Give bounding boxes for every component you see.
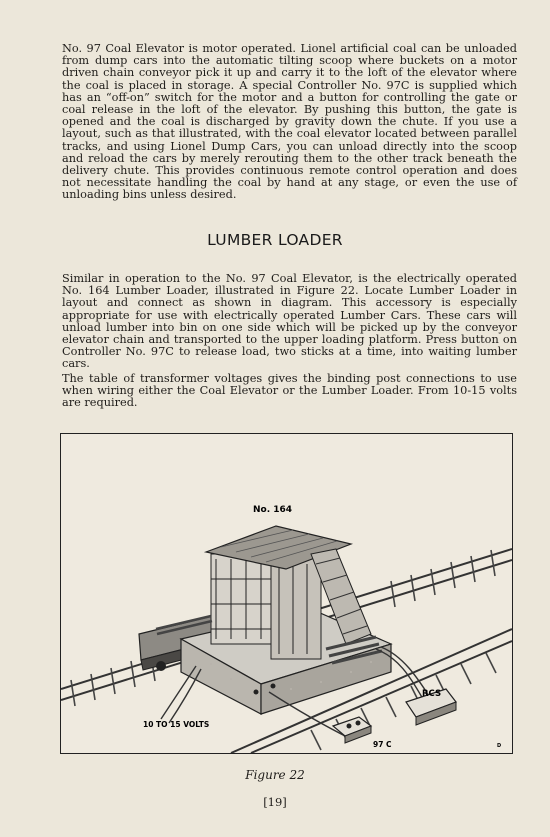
- model-label: No. 164: [253, 505, 293, 515]
- figure-caption: Figure 22: [245, 768, 305, 782]
- section-heading: LUMBER LOADER: [207, 231, 343, 249]
- controller-label: 97 C: [373, 740, 392, 749]
- corner-mark: D: [497, 743, 502, 749]
- voltage-label: 10 TO 15 VOLTS: [143, 720, 210, 729]
- lumber-loader-paragraph: Similar in operation to the No. 97 Coal Elevator, is the electrically operated No. 164 Lumber Loader, illustrated in Figure 22. Locate Lumber Loader in layout and connect as shown in diagram. This accessory is especially appropriate for use with electrically operated Lumber Cars. These cars will unload lumber into bin on one side which will be picked up by the conveyor elevator chain and transported to the upper loading platform. Press button on Controller No. 97C to release load, two sticks at a time, into waiting lumber cars.: [62, 272, 517, 371]
- rcs-label: RCS: [422, 689, 442, 699]
- page-number: [19]: [263, 795, 287, 809]
- transformer-paragraph: The table of transformer voltages gives the binding post connections to use when wiring either the Coal Elevator or the Lumber Loader. From 10-15 volts are required.: [62, 372, 517, 410]
- figure-22-illustration: [60, 433, 513, 754]
- coal-elevator-paragraph: No. 97 Coal Elevator is motor operated. Lionel artificial coal can be unloaded from dump cars into the automatic tilting scoop where buckets on a motor driven chain conveyor pick it up and carry it to the loft of the elevator where the coal is placed in storage. A special Controller No. 97C is supplied which has an “off-on” switch for the motor and a button for controlling the gate or coal release in the loft of the elevator. By pushing this button, the gate is opened and the coal is discharged by gravity down the chute. If you use a layout, such as that illustrated, with the coal elevator located between parallel tracks, and using Lionel Dump Cars, you can unload directly into the scoop and reload the cars by merely rerouting them to the other track beneath the delivery chute. This provides continuous remote control operation and does not necessitate handling the coal by hand at any stage, or even the use of unloading bins unless desired.: [62, 42, 517, 202]
- controller-97c: [333, 717, 371, 743]
